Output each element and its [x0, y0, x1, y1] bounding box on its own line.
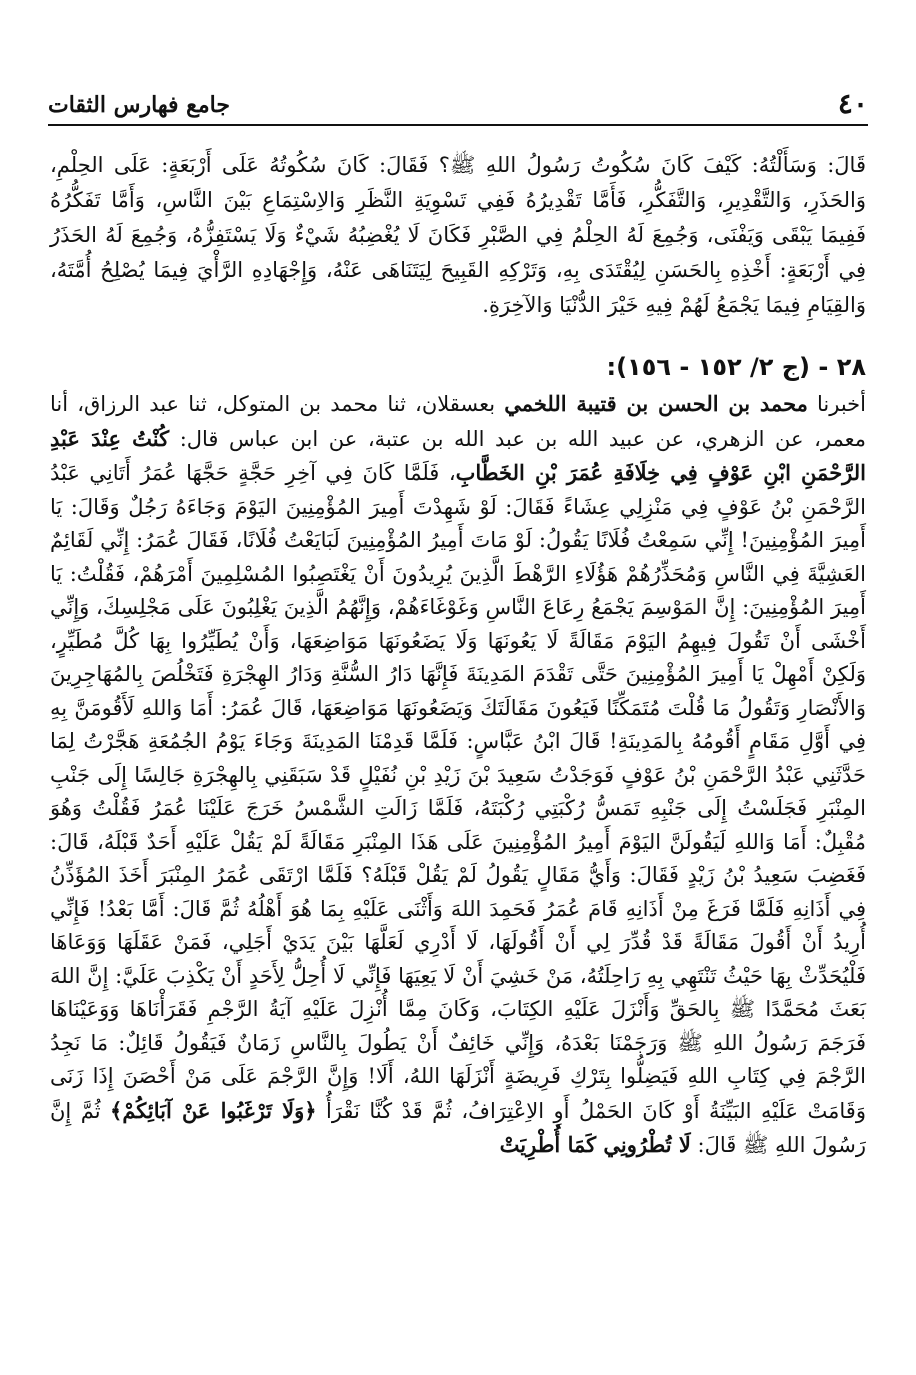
isnad-intro: أخبرنا	[807, 392, 866, 416]
page-body	[50, 148, 866, 1163]
section-heading: ٢٨ - (ج ٢/ ١٥٢ - ١٥٦):	[606, 353, 866, 381]
hadith-opening: كُنْتُ عِنْدَ عَبْدِ الرَّحْمَنِ ابْنِ عَوْفٍ فِي خِلَافَةِ عُمَرَ بْنِ الخَطَّابِ	[50, 425, 866, 485]
paragraph-silence-description: قَالَ: وَسَأَلْتُهُ: كَيْفَ كَانَ سُكُوتُ رَسُولُ اللهِ ﷺ؟ فَقَالَ: كَانَ سُكُوتُهُ عَلَى أَرْبَعَةٍ: عَلَى الحِلْمِ، وَالحَذَرِ، وَالتَّقْدِيرِ، وَالتَّفَكُّرِ، فَأَمَّا تَقْدِيرُهُ فَفِي تَسْوِيَةِ النَّظَرِ وَالاِسْتِمَاعِ بَيْنَ النَّاسِ، وَأَمَّا تَفَكُّرُهُ فَفِيمَا يَبْقَى وَيَفْنَى، وَجُمِعَ لَهُ الحِلْمُ فِي الصَّبْرِ فَكَانَ لَا يُغْضِبُهُ شَيْءٌ وَلَا يَسْتَفِزُّهُ، وَجُمِعَ لَهُ الحَذَرُ فِي أَرْبَعَةٍ: أَخْذِهِ بِالحَسَنِ لِيُقْتَدَى بِهِ، وَتَرْكِهِ القَبِيحَ لِيَتَنَاهَى عَنْهُ، وَإِجْهَادِهِ الرَّأْيَ فِيمَا يُصْلِحُ أُمَّتَهُ، وَالقِيَامِ فِيمَا يَجْمَعُ لَهُمْ فِيهِ خَيْرَ الدُّنْيَا وَالآخِرَةِ.	[50, 153, 866, 317]
page-number: ٤٠	[837, 87, 868, 120]
hadith-after-quote: ثُمَّ إِنَّ رَسُولَ اللهِ ﷺ قَالَ:	[50, 1098, 866, 1157]
hadith-text	[50, 387, 866, 1163]
quran-quote: ﴿وَلَا تَرْغَبُوا عَنْ آبَائِكُمْ﴾	[110, 1097, 317, 1123]
running-title: جامع فهارس الثقات	[48, 92, 230, 118]
hadith-body: ، فَلَمَّا كَانَ فِي آخِرِ حَجَّةٍ حَجَّهَا عُمَرُ أَتَانِي عَبْدُ الرَّحْمَنِ بْنُ عَوْفٍ فِي مَنْزِلِي عِشَاءً فَقَالَ: لَوْ شَهِدْتَ أَمِيرَ المُؤْمِنِينَ اليَوْمَ وَجَاءَهُ رَجُلٌ وَقَالَ: يَا أَمِيرَ المُؤْمِنِينَ! إِنِّي سَمِعْتُ فُلَانًا يَقُولُ: لَوْ مَاتَ أَمِيرُ المُؤْمِنِينَ لَبَايَعْتُ فُلَانًا، فَقَالَ عُمَرُ: إِنِّي لَقَائِمٌ العَشِيَّةَ فِي النَّاسِ وَمُحَذِّرُهُمْ هَؤُلَاءِ الرَّهْطَ الَّذِينَ يُرِيدُونَ أَنْ يَغْتَصِبُوا المُسْلِمِينَ أَمْرَهُمْ، فَقُلْتُ: يَا أَمِيرَ المُؤْمِنِينَ: إِنَّ المَوْسِمَ يَجْمَعُ رِعَاعَ النَّاسِ وَغَوْغَاءَهُمْ، وَإِنَّهُمُ الَّذِينَ يَغْلِبُونَ عَلَى مَجْلِسِكَ، وَإِنِّي أَخْشَى أَنْ تَقُولَ فِيهِمُ اليَوْمَ مَقَالَةً لَا يَعُونَهَا وَلَا يَضَعُونَهَا مَوَاضِعَهَا، وَأَنْ يُطَيِّرُوا بِهَا كُلَّ مُطَيِّرٍ، وَلَكِنْ أَمْهِلْ يَا أَمِيرَ المُؤْمِنِينَ حَتَّى تَقْدَمَ المَدِينَةَ فَإِنَّهَا دَارُ السُّنَّةِ وَدَارُ الهِجْرَةِ فَتَخْلُصَ بِالمُهَاجِرِينَ وَالأَنْصَارِ وَتَقُولُ مَا قُلْتَ مُتَمَكِّنًا فَيَعُونَ مَقَالَتَكَ وَيَضَعُونَهَا مَوَاضِعَهَا، قَالَ عُمَرُ: أَمَا وَاللهِ لَأَقُومَنَّ بِهِ فِي أَوَّلِ مَقَامٍ أَقُومُهُ بِالمَدِينَةِ! قَالَ ابْنُ عَبَّاسٍ: فَلَمَّا قَدِمْنَا المَدِينَةَ وَجَاءَ يَوْمُ الجُمُعَةِ هَجَّرْتُ لِمَا حَدَّثَنِي عَبْدُ الرَّحْمَنِ بْنُ عَوْفٍ فَوَجَدْتُ سَعِيدَ بْنَ زَيْدِ بْنِ نُفَيْلٍ قَدْ سَبَقَنِي بِالهِجْرَةِ جَالِسًا إِلَى جَنْبِ المِنْبَرِ فَجَلَسْتُ إِلَى جَنْبِهِ تَمَسُّ رُكْبَتِي رُكْبَتَهُ، فَلَمَّا زَالَتِ الشَّمْسُ خَرَجَ عَلَيْنَا عُمَرُ فَقُلْتُ وَهُوَ مُقْبِلٌ: أَمَا وَاللهِ لَيَقُولَنَّ اليَوْمَ أَمِيرُ المُؤْمِنِينَ عَلَى هَذَا المِنْبَرِ مَقَالَةً لَمْ يَقُلْ عَلَيْهِ أَحَدٌ قَبْلَهُ، قَالَ: فَغَضِبَ سَعِيدُ بْنُ زَيْدٍ فَقَالَ: وَأَيُّ مَقَالٍ يَقُولُ لَمْ يَقُلْ قَبْلَهُ؟ فَلَمَّا ارْتَقَى عُمَرُ المِنْبَرَ أَخَذَ المُؤَذِّنُ فِي أَذَانِهِ فَلَمَّا فَرَغَ مِنْ أَذَانِهِ قَامَ عُمَرُ فَحَمِدَ اللهَ وَأَثْنَى عَلَيْهِ بِمَا هُوَ أَهْلُهُ ثُمَّ قَالَ: أَمَّا بَعْدُ! فَإِنِّي أُرِيدُ أَنْ أَقُولَ مَقَالَةً قَدْ قُدِّرَ لِي أَنْ أَقُولَهَا، لَا أَدْرِي لَعَلَّهَا بَيْنَ يَدَيْ أَجَلِي، فَمَنْ عَقَلَهَا وَوَعَاهَا فَلْيُحَدِّثْ بِهَا حَيْثُ تَنْتَهِي بِهِ رَاحِلَتُهُ، مَنْ خَشِيَ أَنْ لَا يَعِيَهَا فَإِنِّي لَا أُحِلُّ لِأَحَدٍ أَنْ يَكْذِبَ عَلَيَّ: إِنَّ اللهَ بَعَثَ مُحَمَّدًا ﷺ بِالحَقِّ وَأَنْزَلَ عَلَيْهِ الكِتَابَ، وَكَانَ مِمَّا أُنْزِلَ عَلَيْهِ آيَةُ الرَّجْمِ فَقَرَأْنَاهَا وَوَعَيْنَاهَا فَرَجَمَ رَسُولُ اللهِ ﷺ وَرَجَمْنَا بَعْدَهُ، وَإِنِّي خَائِفٌ أَنْ يَطُولَ بِالنَّاسِ زَمَانٌ فَيَقُولُ قَائِلٌ: مَا نَجِدُ الرَّجْمَ فِي كِتَابِ اللهِ فَيَضِلُّوا بِتَرْكِ فَرِيضَةٍ أَنْزَلَهَا اللهُ، أَلَا! وَإِنَّ الرَّجْمَ عَلَى مَنْ أَحْصَنَ إِذَا زَنَى وَقَامَتْ عَلَيْهِ البَيِّنَةُ أَوْ كَانَ الحَمْلُ أَوِ الاِعْتِرَافُ، ثُمَّ قَدْ كُنَّا نَقْرَأُ	[50, 461, 866, 1123]
isnad-chain: بعسقلان، ثنا محمد بن المتوكل، ثنا عبد الرزاق، أنا معمر، عن الزهري، عن عبيد الله بن عبد الله بن عتبة، عن ابن عباس قال:	[50, 392, 866, 451]
hadith-closing: لَا تُطْرُونِي كَمَا أُطْرِيَتْ	[499, 1132, 691, 1157]
page-header	[48, 88, 868, 126]
narrator-name: محمد بن الحسن بن قتيبة اللخمي	[504, 391, 808, 416]
